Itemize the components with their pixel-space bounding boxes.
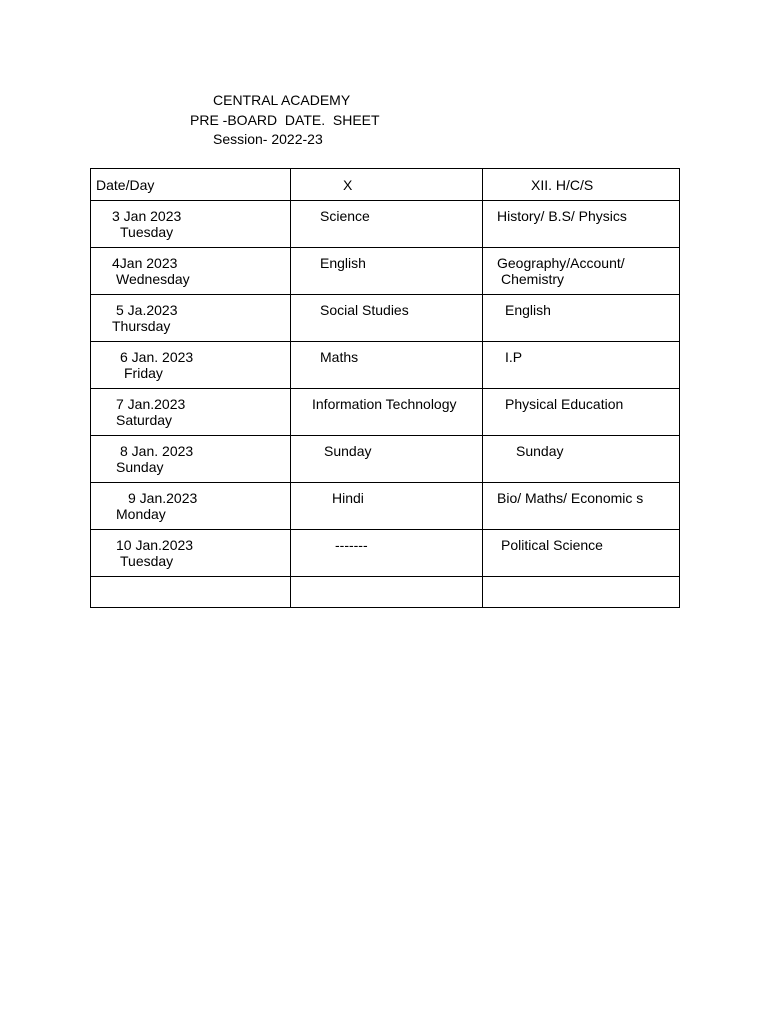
- xii-subject-cell: [483, 530, 680, 577]
- date-text: 5 Ja.2023: [116, 302, 178, 318]
- day-text: Saturday: [116, 412, 173, 428]
- x-subject: English: [320, 255, 366, 271]
- x-subject-cell: [291, 530, 483, 577]
- date-text: 4Jan 2023: [112, 255, 178, 271]
- xii-subject-cont: Chemistry: [501, 271, 565, 287]
- xii-subject: Bio/ Maths/ Economic s: [497, 490, 644, 506]
- table-row: [91, 295, 680, 342]
- date-cell: [91, 248, 291, 295]
- table-header-row: [91, 169, 680, 201]
- date-cell: [91, 389, 291, 436]
- header-cell-x: [291, 169, 483, 201]
- empty-cell: [291, 577, 483, 608]
- xii-subject: Political Science: [501, 537, 603, 553]
- xii-subject-cell: [483, 201, 680, 248]
- date-cell: [91, 342, 291, 389]
- day-text: Sunday: [116, 459, 164, 475]
- school-name: CENTRAL ACADEMY: [213, 92, 351, 108]
- x-subject: Hindi: [332, 490, 364, 506]
- xii-subject-cell: [483, 248, 680, 295]
- xii-subject: I.P: [505, 349, 523, 365]
- empty-table-row: [91, 577, 680, 608]
- day-text: Tuesday: [120, 224, 174, 240]
- x-subject: Information Technology: [312, 396, 457, 412]
- header-cell-xii: [483, 169, 680, 201]
- empty-cell: [91, 577, 291, 608]
- sheet-title: PRE -BOARD DATE. SHEET: [190, 112, 380, 128]
- date-text: 10 Jan.2023: [116, 537, 194, 553]
- column-header: XII. H/C/S: [531, 177, 594, 193]
- date-cell: [91, 436, 291, 483]
- xii-subject-cell: [483, 483, 680, 530]
- x-subject-cell: [291, 483, 483, 530]
- day-text: Monday: [116, 506, 166, 522]
- date-text: 7 Jan.2023: [116, 396, 186, 412]
- x-subject-cell: [291, 342, 483, 389]
- table-row: [91, 530, 680, 577]
- table-row: [91, 201, 680, 248]
- date-text: 6 Jan. 2023: [120, 349, 194, 365]
- table-row: [91, 483, 680, 530]
- day-text: Wednesday: [116, 271, 190, 287]
- xii-subject-cell: [483, 436, 680, 483]
- x-subject: Social Studies: [320, 302, 409, 318]
- x-subject: -------: [335, 537, 368, 553]
- day-text: Tuesday: [120, 553, 174, 569]
- xii-subject: Sunday: [516, 443, 564, 459]
- column-header: X: [343, 177, 353, 193]
- session-label: Session- 2022-23: [213, 131, 323, 147]
- x-subject-cell: [291, 436, 483, 483]
- table-row: [91, 342, 680, 389]
- empty-cell: [483, 577, 680, 608]
- date-cell: [91, 201, 291, 248]
- x-subject: Science: [320, 208, 370, 224]
- xii-subject: Geography/Account/: [497, 255, 625, 271]
- table-row: [91, 248, 680, 295]
- date-sheet-table: [90, 168, 680, 608]
- table-row: [91, 436, 680, 483]
- table-row: [91, 389, 680, 436]
- xii-subject-cell: [483, 295, 680, 342]
- date-cell: [91, 530, 291, 577]
- x-subject: Sunday: [324, 443, 372, 459]
- x-subject-cell: [291, 201, 483, 248]
- date-text: 9 Jan.2023: [128, 490, 198, 506]
- column-header: Date/Day: [96, 177, 155, 193]
- x-subject-cell: [291, 295, 483, 342]
- day-text: Friday: [124, 365, 163, 381]
- x-subject: Maths: [320, 349, 359, 365]
- xii-subject-cell: [483, 342, 680, 389]
- xii-subject: Physical Education: [505, 396, 624, 412]
- date-text: 8 Jan. 2023: [120, 443, 194, 459]
- x-subject-cell: [291, 389, 483, 436]
- date-cell: [91, 483, 291, 530]
- date-text: 3 Jan 2023: [112, 208, 182, 224]
- header-cell-date: [91, 169, 291, 201]
- date-cell: [91, 295, 291, 342]
- xii-subject-cell: [483, 389, 680, 436]
- xii-subject: History/ B.S/ Physics: [497, 208, 627, 224]
- x-subject-cell: [291, 248, 483, 295]
- day-text: Thursday: [112, 318, 171, 334]
- xii-subject: English: [505, 302, 551, 318]
